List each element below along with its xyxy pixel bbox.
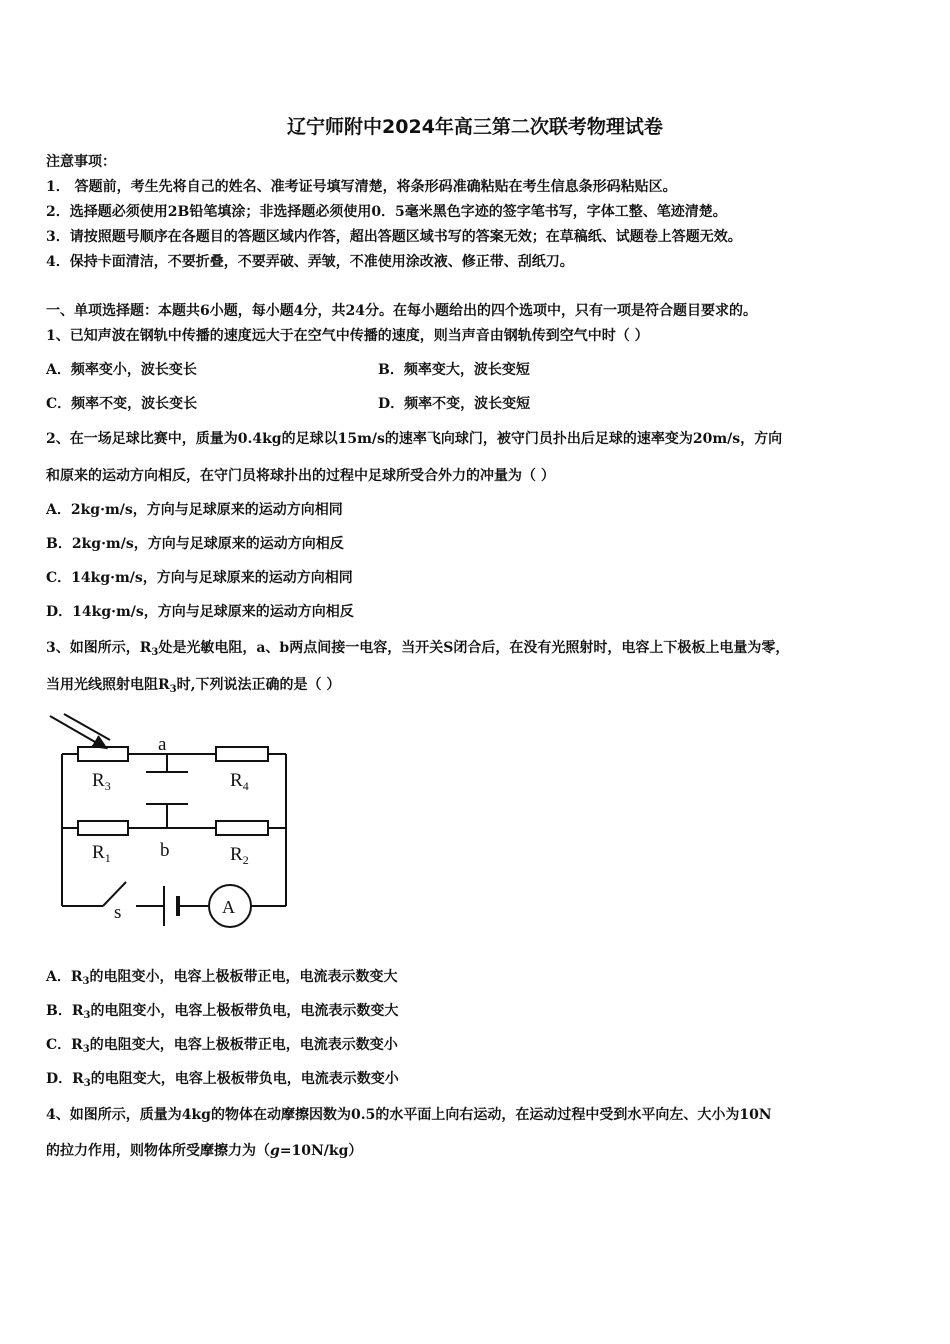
notice-item: 4．保持卡面清洁，不要折叠，不要弄破、弄皱，不准使用涂改液、修正带、刮纸刀。 (46, 254, 574, 270)
question-4-stem-line2: 的拉力作用，则物体所受摩擦力为（g=10N/kg） (46, 1143, 363, 1159)
question-1-stem: 1、已知声波在钢轨中传播的速度远大于在空气中传播的速度，则当声音由钢轨传到空气中时（ ） (46, 328, 649, 344)
question-1-option-b: B．频率变大，波长变短 (378, 362, 530, 378)
question-3-option-d: D．$R_3$的电阻变大，电容上极板带负电，电流表示数变小 (46, 1071, 399, 1089)
question-3-option-b: B．$R_3$的电阻变小，电容上极板带负电，电流表示数变大 (46, 1003, 399, 1021)
notice-item: 1． 答题前，考生先将自己的姓名、准考证号填写清楚，将条形码准确粘贴在考生信息条形码粘贴区。 (46, 179, 677, 195)
question-1-option-d: D．频率不变，波长变短 (378, 396, 531, 412)
label-ammeter: A (222, 897, 235, 917)
label-r1: $R_1$ (92, 842, 111, 865)
question-2-option-c: C．14kg·m/s，方向与足球原来的运动方向相同 (46, 570, 353, 586)
notice-item: 2．选择题必须使用2B铅笔填涂；非选择题必须使用0．5毫米黑色字迹的签字笔书写，字体工整、笔迹清楚。 (46, 204, 727, 220)
question-3-stem-line1: 3、如图所示，$R_3$处是光敏电阻，a、b两点间接一电容，当开关S闭合后，在没有光照射时，电容上下极板上电量为零， (46, 640, 790, 658)
question-3-stem-line2: 当用光线照射电阻$R_3$时,下列说法正确的是（ ） (46, 677, 341, 695)
question-4-stem-line1: 4、如图所示，质量为4kg的物体在动摩擦因数为0.5的水平面上向右运动，在运动过程中受到水平向左、大小为10N (46, 1107, 772, 1123)
notice-heading: 注意事项： (46, 154, 116, 170)
label-s: s (114, 902, 122, 923)
question-2-option-b: B．2kg·m/s，方向与足球原来的运动方向相反 (46, 536, 344, 552)
question-3-option-c: C．$R_3$的电阻变大，电容上极板带正电，电流表示数变小 (46, 1037, 398, 1055)
page-title: 辽宁师附中2024年高三第二次联考物理试卷 (287, 116, 663, 138)
question-1-option-a: A．频率变小，波长变长 (46, 362, 197, 378)
section-heading: 一、单项选择题：本题共6小题，每小题4分，共24分。在每小题给出的四个选项中，只有一项是符合题目要求的。 (46, 303, 757, 319)
question-2-stem-line1: 2、在一场足球比赛中，质量为0.4kg的足球以15m/s的速率飞向球门，被守门员扑出后足球的速率变为20m/s，方向 (46, 431, 783, 447)
resistor-r2 (216, 821, 268, 835)
label-r3: $R_3$ (92, 770, 111, 793)
question-1-option-c: C．频率不变，波长变长 (46, 396, 198, 412)
resistor-r3 (78, 747, 128, 761)
label-b: b (160, 840, 170, 861)
notice-item: 3．请按照题号顺序在各题目的答题区域内作答，超出答题区域书写的答案无效；在草稿纸、试题卷上答题无效。 (46, 229, 742, 245)
question-3-option-a: A．$R_3$的电阻变小，电容上极板带正电，电流表示数变大 (46, 969, 398, 987)
question-2-option-d: D．14kg·m/s，方向与足球原来的运动方向相反 (46, 604, 354, 620)
label-r2: $R_2$ (230, 844, 249, 867)
question-2-option-a: A．2kg·m/s，方向与足球原来的运动方向相同 (46, 502, 343, 518)
resistor-r1 (78, 821, 128, 835)
question-2-stem-line2: 和原来的运动方向相反，在守门员将球扑出的过程中足球所受合外力的冲量为（ ） (46, 468, 555, 484)
resistor-r4 (216, 747, 268, 761)
label-r4: $R_4$ (230, 770, 249, 793)
circuit-diagram (48, 708, 298, 933)
label-a: a (158, 734, 167, 755)
